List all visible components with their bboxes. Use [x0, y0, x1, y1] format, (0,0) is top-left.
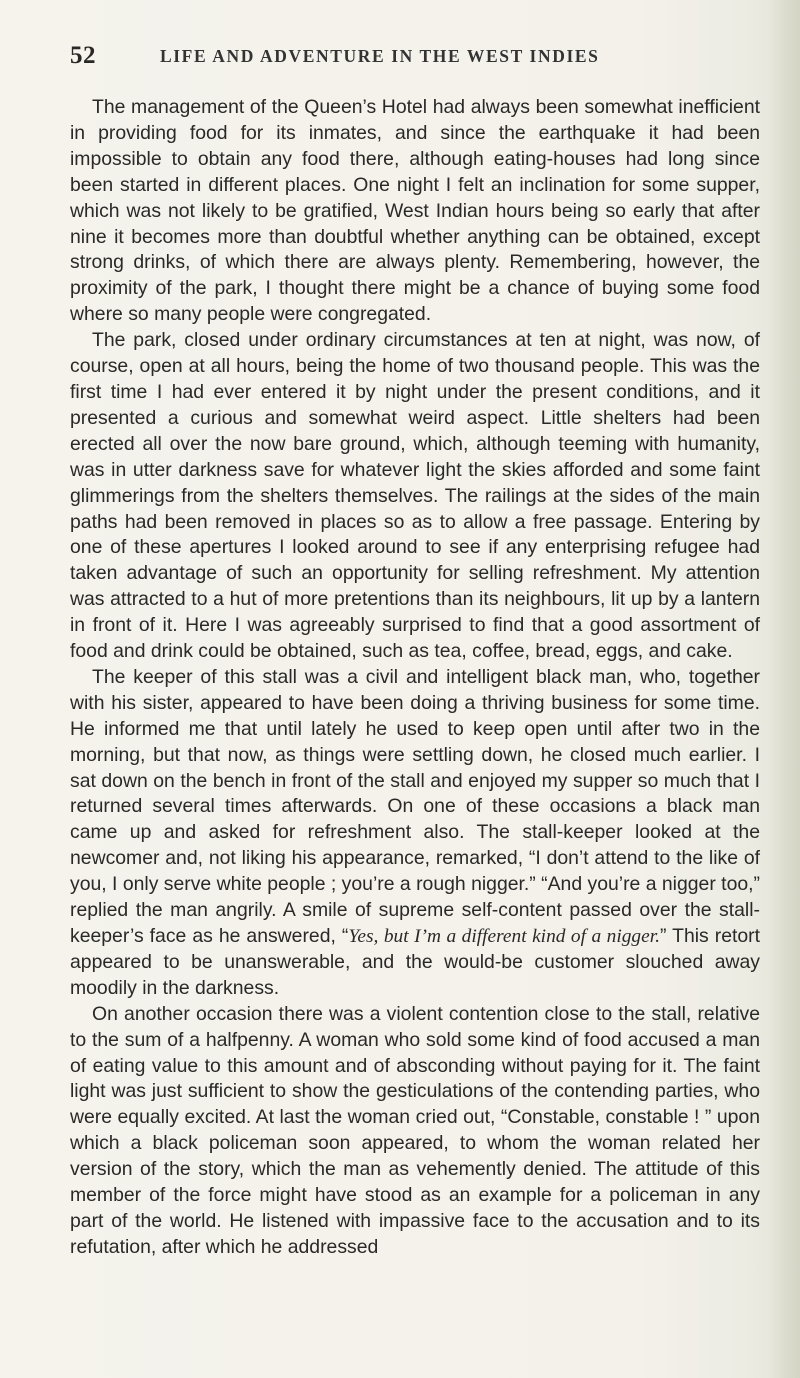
paragraph-3-text-after: ” This retort appeared to be unanswerable, and the would-be customer slouched away moodily in the darkness.: [70, 925, 761, 999]
body-text: [70, 95, 760, 1261]
paragraph-3: [70, 665, 760, 1002]
page-number: 52: [70, 42, 96, 69]
paragraph-2: The park, closed under ordinary circumstances at ten at night, was now, of course, open at all hours, being the home of two thousand people. This was the first time I had ever entered it by night under the present conditions, and it presented a curious and somewhat weird aspect. Little shelters had been erected all over the now bare ground, which, although teeming with humanity, was in utter darkness save for whatever light the skies afforded and some faint glimmerings from the shelters themselves. The railings at the sides of the main paths had been removed in places so as to allow a free passage. Entering by one of these apertures I looked around to see if any enterprising refugee had taken advantage of such an opportunity for selling refreshment. My attention was attracted to a hut of more pretentions than its neighbours, lit up by a lantern in front of it. Here I was agreeably surprised to find that a good assortment of food and drink could be obtained, such as tea, coffee, bread, eggs, and cake.: [70, 329, 760, 663]
page-edge-shadow: [770, 0, 800, 1378]
paragraph-4: On another occasion there was a violent contention close to the stall, relative to the sum of a halfpenny. A woman who sold some kind of food accused a man of eating value to this amount and of absconding without paying for it. The faint light was just sufficient to show the gesticulations of the contending parties, who were equally excited. At last the woman cried out, “Constable, constable ! ” upon which a black policeman soon appeared, to whom the woman related her version of the story, which the man as vehemently denied. The attitude of this member of the force might have stood as an example for a policeman in any part of the world. He listened with impassive face to the accusation and to its refutation, after which he addressed: [70, 1002, 760, 1258]
paragraph-3-italic-quote: Yes, but I’m a different kind of a nigger.: [348, 926, 660, 947]
paragraph-1: The management of the Queen’s Hotel had always been somewhat inefficient in providing food for its inmates, and since the earthquake it had been impossible to obtain any food there, although eating-houses had long since been started in different places. One night I felt an inclination for some supper, which was not likely to be gratified, West Indian hours being so early that after nine it becomes more than doubtful whether anything can be obtained, except strong drinks, of which there are always plenty. Remembering, however, the proximity of the park, I thought there might be a chance of buying some food where so many people were congregated.: [70, 96, 760, 326]
page-header: [70, 42, 760, 82]
running-title: LIFE AND ADVENTURE IN THE WEST INDIES: [160, 46, 600, 66]
paragraph-3-text-before: The keeper of this stall was a civil and intelligent black man, who, together with his sister, appeared to have been doing a thriving business for some time. He informed me that until lately he used to keep open until after two in the morning, but that now, as things were settling down, he closed much earlier. I sat down on the bench in front of the stall and enjoyed my supper so much that I returned several times afterwards. On one of these occasions a black man came up and asked for refreshment also. The stall-keeper looked at the newcomer and, not liking his appearance, remarked, “I don’t attend to the like of you, I only serve white people ; you’re a rough nigger.” “And you’re a nigger too,” replied the man angrily. A smile of supreme self-content passed over the stall-keeper’s face as he answered, “: [70, 665, 760, 947]
